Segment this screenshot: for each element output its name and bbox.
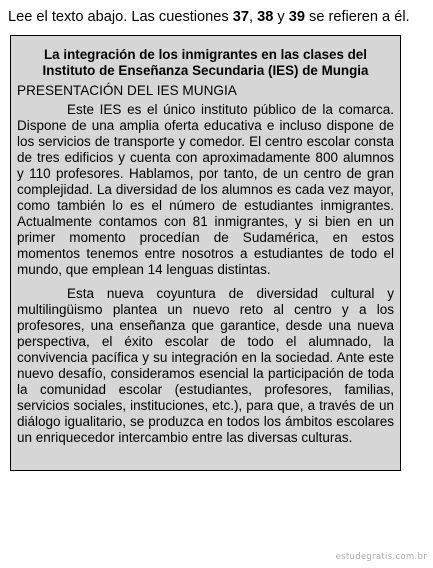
article-title-line-2: Instituto de Enseñanza Secundaria (IES) de Mungia	[42, 63, 369, 78]
section-heading: PRESENTACIÓN DEL IES MUNGIA	[17, 83, 237, 98]
instruction-separator: y	[273, 9, 289, 25]
instruction-text	[8, 8, 428, 26]
watermark: estudegratis.com.br	[335, 552, 427, 562]
instruction-prefix: Lee el texto abajo. Las cuestiones	[8, 9, 233, 25]
article-box	[10, 35, 401, 471]
article-title-line-1: La integración de los inmigrantes en las clases del	[44, 47, 367, 62]
article-title	[17, 47, 394, 79]
question-number-38: 38	[257, 9, 274, 25]
question-number-37: 37	[232, 9, 249, 25]
instruction-separator: ,	[248, 9, 258, 25]
question-number-39: 39	[288, 9, 305, 25]
article-paragraph-1: Este IES es el único instituto público de la comarca. Dispone de una amplia oferta educativa e incluso dispone de los servicios de transporte y comedor. El centro escolar consta de tres edificios y cuenta con aproximadamente 800 alumnos y 110 profesores. Hablamos, por tanto, de un centro de gran complejidad. La diversidad de los alumnos es cada vez mayor, como también lo es el número de estudiantes inmigrantes. Actualmente contamos con 81 inmigrantes, y si bien en un primer momento procedían de Sudamérica, en estos momentos tenemos entre nosotros a estudiantes de todo el mundo, que emplean 14 lenguas distintas.	[17, 102, 394, 277]
article-paragraph-2: Esta nueva coyuntura de diversidad cultural y multilingüismo plantea un nuevo reto al centro y a los profesores, una enseñanza que garantice, desde una nueva perspectiva, el éxito escolar de todo el alumnado, la convivencia pacífica y su integración en la sociedad. Ante este nuevo desafío, consideramos esencial la participación de toda la comunidad escolar (estudiantes, profesores, familias, servicios sociales, instituciones, etc.), para que, a través de un diálogo igualitario, se produzca en todos los ámbitos escolares un enriquecedor intercambio entre las diversas culturas.	[17, 286, 394, 446]
instruction-suffix: se refieren a él.	[304, 9, 410, 25]
